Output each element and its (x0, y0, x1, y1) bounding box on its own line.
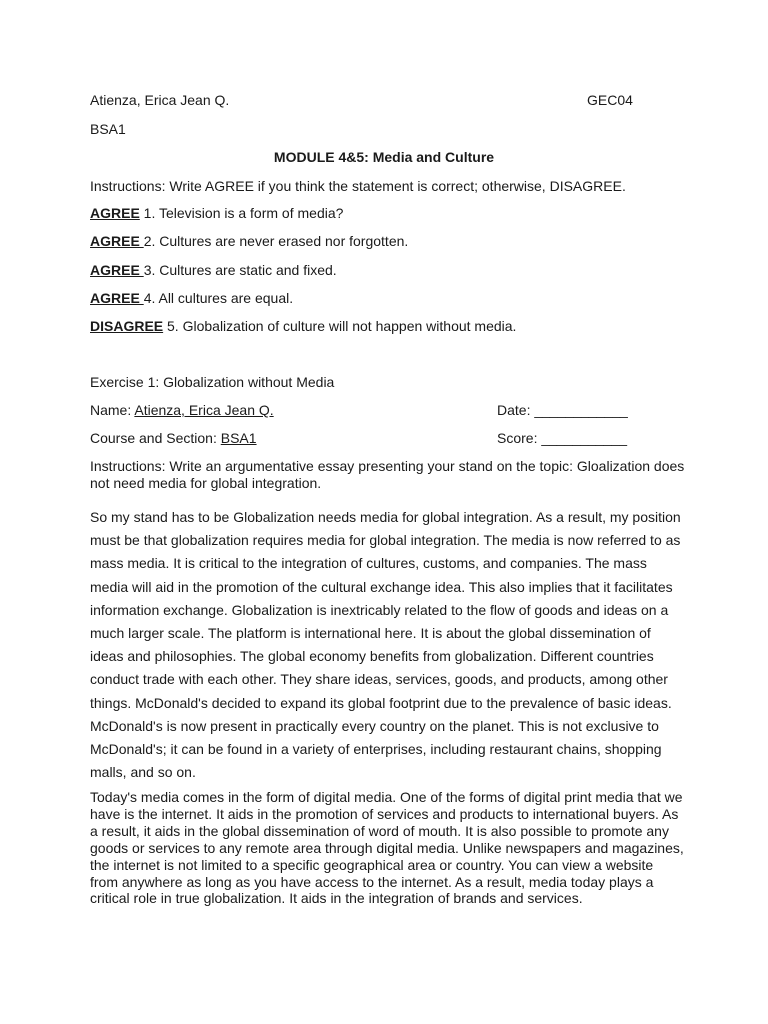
quiz-statement: 1. Television is a form of media? (139, 205, 344, 221)
quiz-answer: AGREE (90, 290, 144, 306)
essay-line: the internet is not limited to a specific geographical area or country. You can view a website (90, 856, 654, 873)
essay-line: a result, it aids in the global dissemination of word of mouth. It is also possible to promote any (90, 822, 669, 839)
essay-paragraph-2 (90, 789, 690, 907)
essay-line: things. McDonald's decided to expand its global footprint due to the prevalence of basic ideas. (90, 694, 672, 711)
quiz-statement: 4. All cultures are equal. (143, 290, 294, 306)
student-name: Atienza, Erica Jean Q. (90, 92, 230, 108)
course-code: GEC04 (587, 92, 633, 108)
essay-line: from anywhere as long as you have access to the internet. As a result, media today plays a (90, 873, 654, 890)
student-section: BSA1 (90, 121, 126, 137)
date-field: Date: ____________ (497, 402, 628, 418)
name-row (90, 402, 274, 419)
instruction-line: not need media for global integration. (90, 475, 322, 491)
instruction-line: Instructions: Write an argumentative essay presenting your stand on the topic: Gloalization does (90, 458, 685, 474)
document-title: MODULE 4&5: Media and Culture (273, 149, 495, 165)
essay-line: have is the internet. It aids in the promotion of services and products to international buyers. As (90, 805, 679, 822)
quiz-item (90, 233, 408, 250)
quiz-answer: AGREE (90, 262, 144, 278)
course-label: Course and Section: (90, 430, 221, 446)
course-value: BSA1 (220, 430, 257, 446)
essay-line: malls, and so on. (90, 764, 196, 781)
essay-line: So my stand has to be Globalization needs media for global integration. As a result, my position (90, 509, 681, 525)
quiz-statement: 2. Cultures are never erased nor forgotten. (143, 233, 409, 249)
essay-line: mass media. It is critical to the integration of cultures, customs, and companies. The mass (90, 555, 647, 572)
essay-line: must be that globalization requires media for global integration. The media is now referred to as (90, 532, 681, 549)
quiz-statement: 5. Globalization of culture will not happen without media. (163, 318, 517, 334)
essay-line: information exchange. Globalization is inextricably related to the flow of goods and ideas on a (90, 601, 669, 618)
quiz-instructions: Instructions: Write AGREE if you think the statement is correct; otherwise, DISAGREE. (90, 178, 626, 194)
essay-line: media will aid in the promotion of the cultural exchange idea. This also implies that it facilitates (90, 578, 673, 595)
essay-line: McDonald's is now present in practically every country on the planet. This is not exclusive to (90, 717, 659, 734)
course-row (90, 430, 257, 447)
name-value: Atienza, Erica Jean Q. (134, 402, 274, 418)
essay-line: McDonald's; it can be found in a variety of enterprises, including restaurant chains, shopping (90, 741, 662, 758)
essay-line: ideas and philosophies. The global economy benefits from globalization. Different countries (90, 648, 654, 665)
name-label: Name: (90, 402, 135, 418)
score-field: Score: ___________ (497, 430, 627, 446)
essay-line: critical role in true globalization. It aids in the integration of brands and services. (90, 890, 583, 907)
quiz-item (90, 205, 343, 222)
essay-line: goods or services to any remote area through digital media. Unlike newspapers and magazines, (90, 839, 684, 856)
essay-line: Today's media comes in the form of digital media. One of the forms of digital print media that we (90, 789, 683, 805)
exercise-instructions (90, 458, 690, 492)
quiz-answer: AGREE (90, 205, 140, 221)
essay-paragraph-1 (90, 506, 690, 784)
essay-line: conduct trade with each other. They share ideas, services, goods, and products, among other (90, 671, 668, 688)
essay-line: much larger scale. The platform is international here. It is about the global dissemination of (90, 625, 651, 642)
quiz-answer: AGREE (90, 233, 144, 249)
quiz-item (90, 262, 337, 279)
quiz-item (90, 290, 293, 307)
quiz-item (90, 318, 516, 335)
quiz-answer: DISAGREE (90, 318, 164, 334)
quiz-statement: 3. Cultures are static and fixed. (143, 262, 337, 278)
exercise-title: Exercise 1: Globalization without Media (90, 374, 335, 390)
